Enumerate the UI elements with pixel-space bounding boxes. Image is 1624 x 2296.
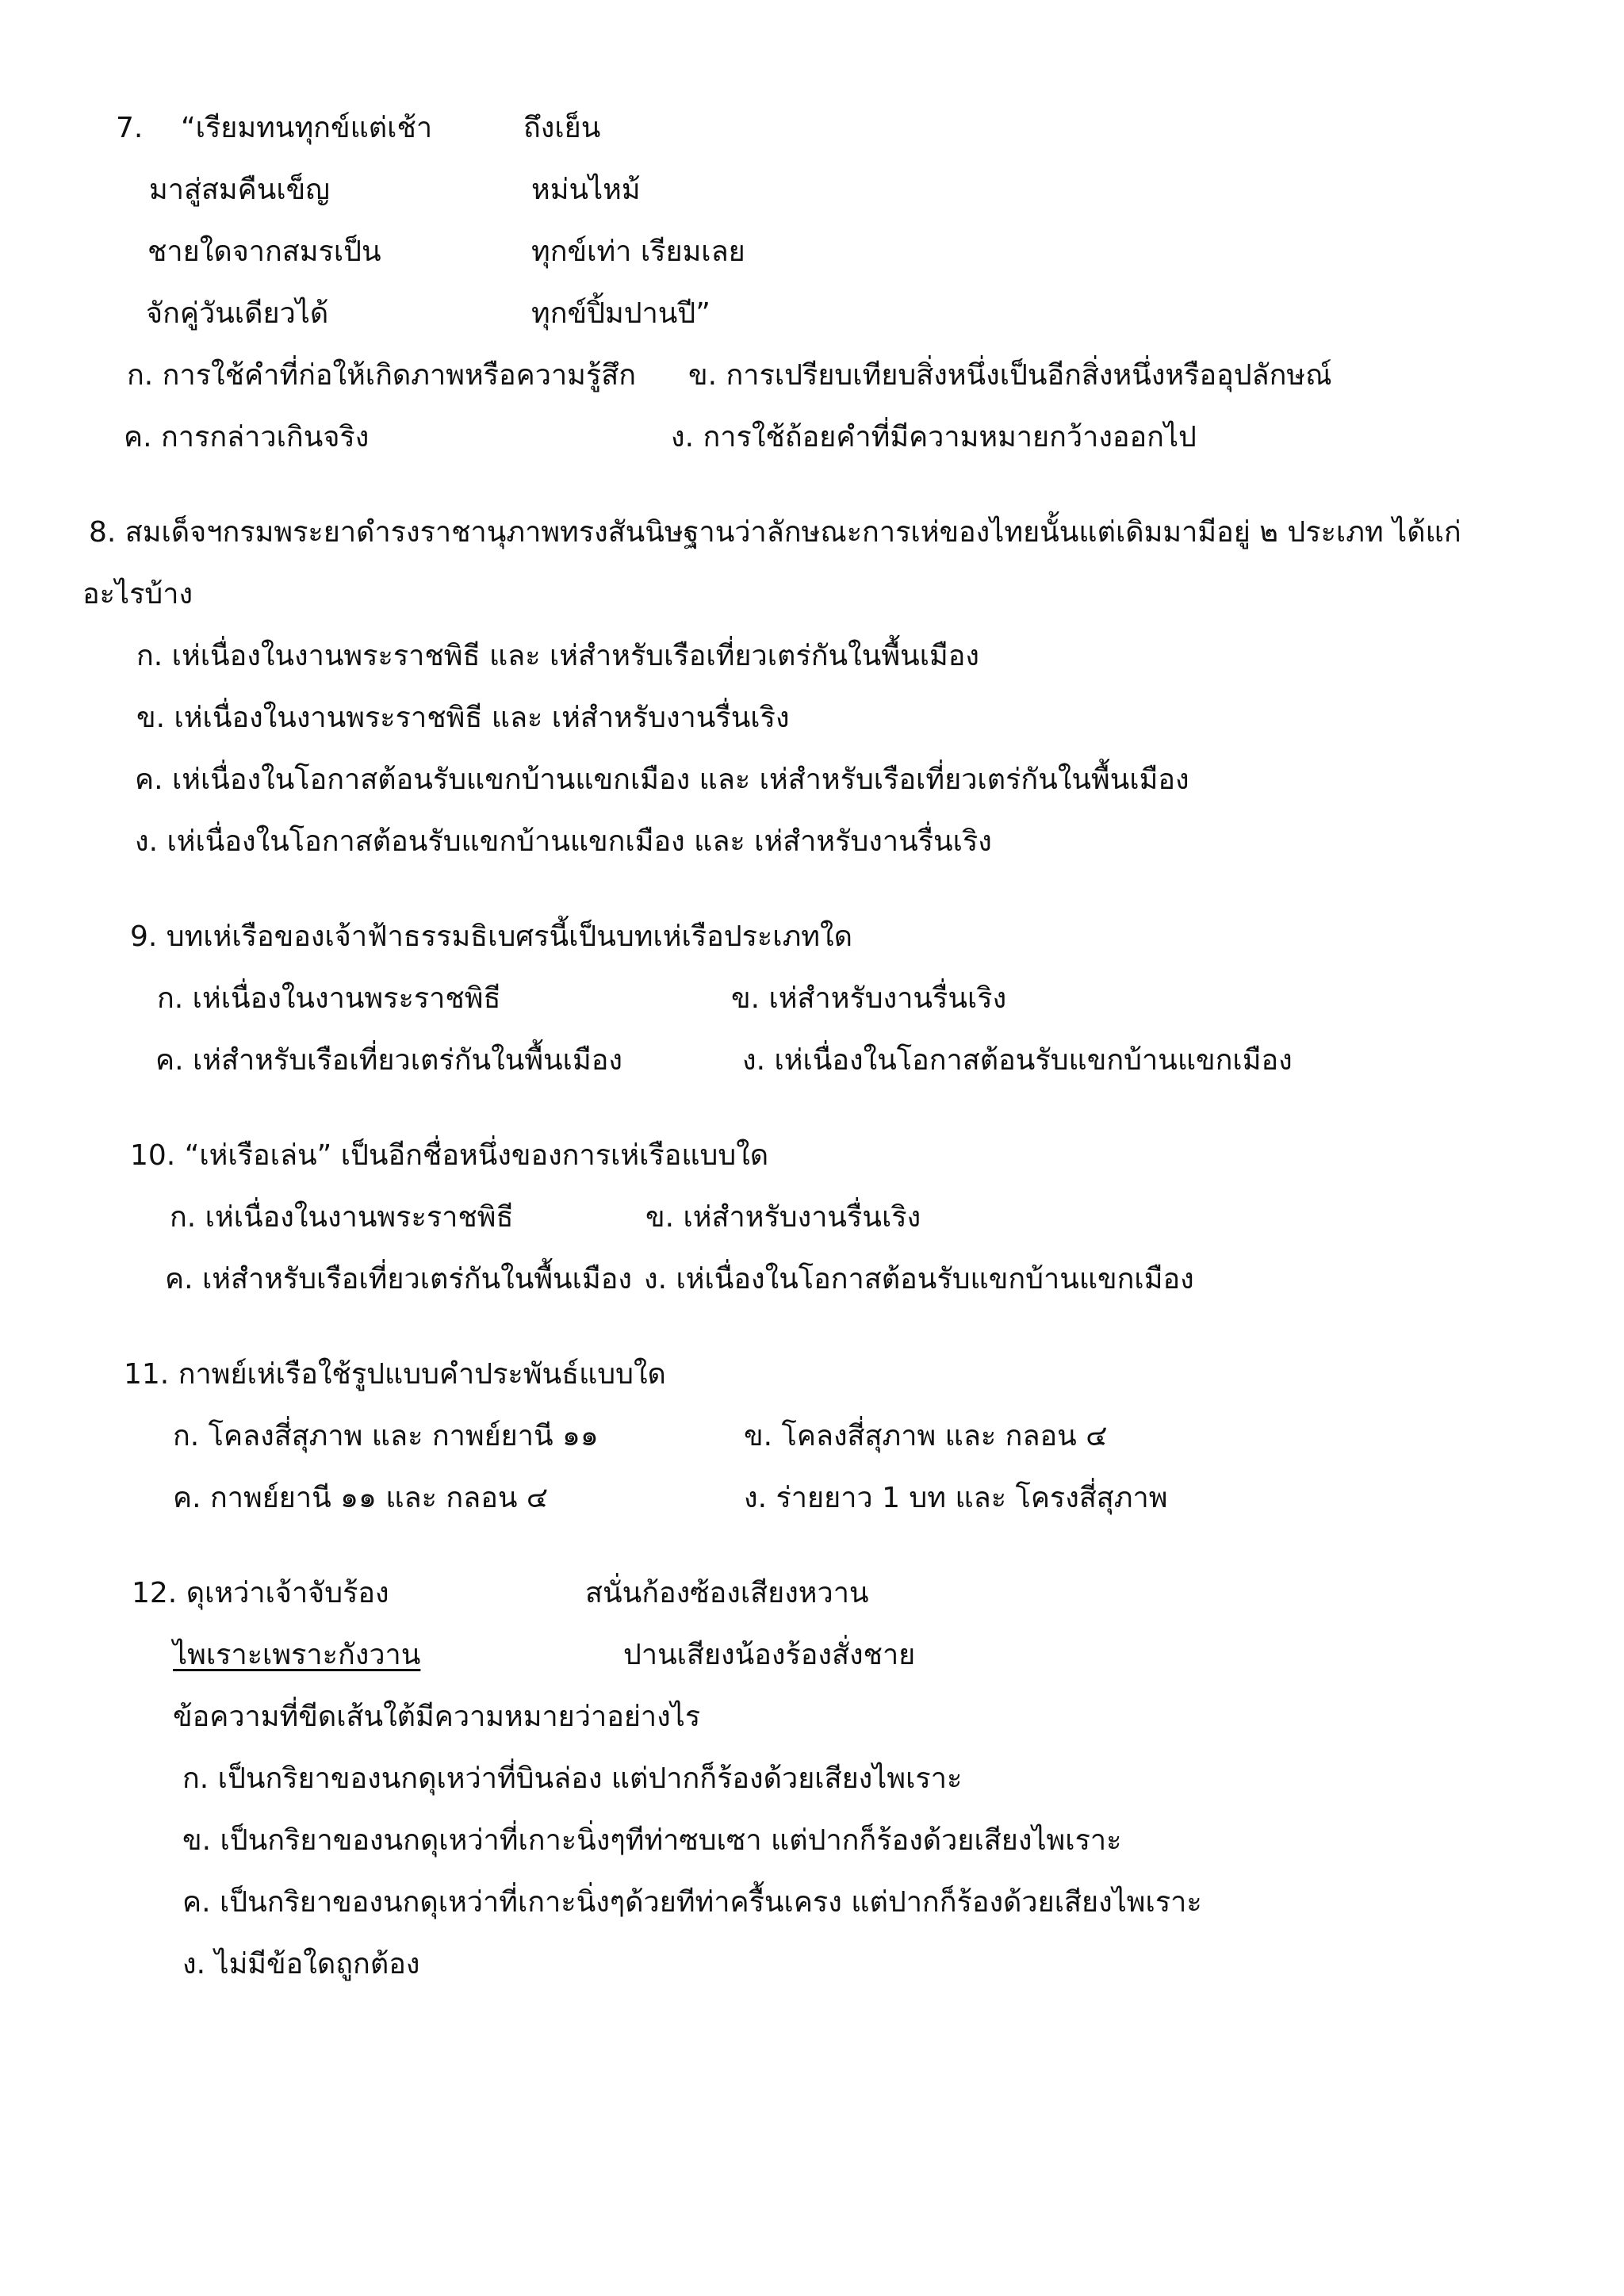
q12-option-c: ค. เป็นกริยาของนกดุเหว่าที่เกาะนิ่งๆด้วยทีท่าครื้นเครง แต่ปากก็ร้องด้วยเสียงไพเราะ: [182, 1886, 1202, 1919]
q12-poem-1-left: 12. ดุเหว่าเจ้าจับร้อง: [132, 1577, 389, 1609]
q7-poem-2-right: หม่นไหม้: [531, 174, 641, 206]
q10-option-a: ก. เห่เนื่องในงานพระราชพิธี: [170, 1201, 514, 1234]
q9-option-d: ง. เห่เนื่องในโอกาสต้อนรับแขกบ้านแขกเมือง: [742, 1044, 1293, 1077]
q8-option-a: ก. เห่เนื่องในงานพระราชพิธี และ เห่สำหรับเรือเที่ยวเตร่กันในพื้นเมือง: [136, 640, 979, 672]
q12-option-b: ข. เป็นกริยาของนกดุเหว่าที่เกาะนิ่งๆทีท่าซบเซา แต่ปากก็ร้องด้วยเสียงไพเราะ: [182, 1824, 1122, 1857]
q8-option-b: ข. เห่เนื่องในงานพระราชพิธี และ เห่สำหรับงานรื่นเริง: [136, 702, 790, 734]
q9-option-b: ข. เห่สำหรับงานรื่นเริง: [731, 982, 1007, 1015]
q8-question-line1: 8. สมเด็จฯกรมพระยาดำรงราชานุภาพทรงสันนิษฐานว่าลักษณะการเห่ของไทยนั้นแต่เดิมมามีอยู่ ๒ ประเภท ได้แก่: [89, 516, 1461, 549]
q7-poem-3-right: ทุกข์เท่า เรียมเลย: [531, 235, 745, 268]
q11-question: 11. กาพย์เห่เรือใช้รูปแบบคำประพันธ์แบบใด: [124, 1358, 666, 1391]
q7-poem-4-right: ทุกข์ปิ้มปานปี”: [531, 297, 710, 330]
q10-option-c: ค. เห่สำหรับเรือเที่ยวเตร่กันในพื้นเมือง: [165, 1263, 632, 1295]
q8-option-d: ง. เห่เนื่องในโอกาสต้อนรับแขกบ้านแขกเมือง และ เห่สำหรับงานรื่นเริง: [135, 825, 992, 858]
q7-option-a: ก. การใช้คำที่ก่อให้เกิดภาพหรือความรู้สึก: [127, 359, 636, 392]
q12-poem-2-right: ปานเสียงน้องร้องสั่งชาย: [623, 1639, 916, 1671]
q7-option-b: ข. การเปรียบเทียบสิ่งหนึ่งเป็นอีกสิ่งหนึ่งหรืออุปลักษณ์: [688, 359, 1332, 392]
q12-poem-1-right: สนั่นก้องซ้องเสียงหวาน: [585, 1577, 869, 1609]
q10-question: 10. “เห่เรือเล่น” เป็นอีกชื่อหนึ่งของการเห่เรือแบบใด: [130, 1139, 769, 1172]
q12-question: ข้อความที่ขีดเส้นใต้มีความหมายว่าอย่างไร: [173, 1701, 701, 1733]
q7-poem-1-left: “เรียมทนทุกข์แต่เช้า: [181, 112, 433, 144]
q7-option-d: ง. การใช้ถ้อยคำที่มีความหมายกว้างออกไป: [671, 421, 1197, 453]
q11-option-a: ก. โคลงสี่สุภาพ และ กาพย์ยานี ๑๑: [173, 1420, 599, 1452]
q11-option-d: ง. ร่ายยาว 1 บท และ โครงสี่สุภาพ: [744, 1482, 1168, 1514]
q11-option-c: ค. กาพย์ยานี ๑๑ และ กลอน ๔: [173, 1482, 549, 1514]
q12-option-d: ง. ไม่มีข้อใดถูกต้อง: [182, 1948, 420, 1980]
q8-question-line2: อะไรบ้าง: [82, 578, 193, 610]
q10-option-b: ข. เห่สำหรับงานรื่นเริง: [645, 1201, 921, 1234]
q9-question: 9. บทเห่เรือของเจ้าฟ้าธรรมธิเบศรนี้เป็นบทเห่เรือประเภทใด: [130, 920, 852, 953]
q8-option-c: ค. เห่เนื่องในโอกาสต้อนรับแขกบ้านแขกเมือง และ เห่สำหรับเรือเที่ยวเตร่กันในพื้นเมือง: [135, 763, 1189, 796]
q7-poem-1-right: ถึงเย็น: [523, 112, 601, 144]
q7-poem-3-left: ชายใดจากสมรเป็น: [147, 235, 381, 268]
q9-option-c: ค. เห่สำหรับเรือเที่ยวเตร่กันในพื้นเมือง: [155, 1044, 622, 1077]
q12-option-a: ก. เป็นกริยาของนกดุเหว่าที่บินล่อง แต่ปากก็ร้องด้วยเสียงไพเราะ: [182, 1762, 963, 1795]
q7-poem-2-left: มาสู่สมคืนเข็ญ: [149, 174, 330, 206]
q10-option-d: ง. เห่เนื่องในโอกาสต้อนรับแขกบ้านแขกเมือง: [644, 1263, 1194, 1295]
q9-option-a: ก. เห่เนื่องในงานพระราชพิธี: [157, 982, 501, 1015]
q11-option-b: ข. โคลงสี่สุภาพ และ กลอน ๔: [744, 1420, 1108, 1452]
q7-number: 7.: [116, 112, 144, 144]
q7-poem-4-left: จักคู่วันเดียวได้: [146, 297, 329, 330]
q7-option-c: ค. การกล่าวเกินจริง: [124, 421, 370, 453]
q12-poem-2-left-underlined: ไพเราะเพราะกังวาน: [173, 1639, 421, 1671]
